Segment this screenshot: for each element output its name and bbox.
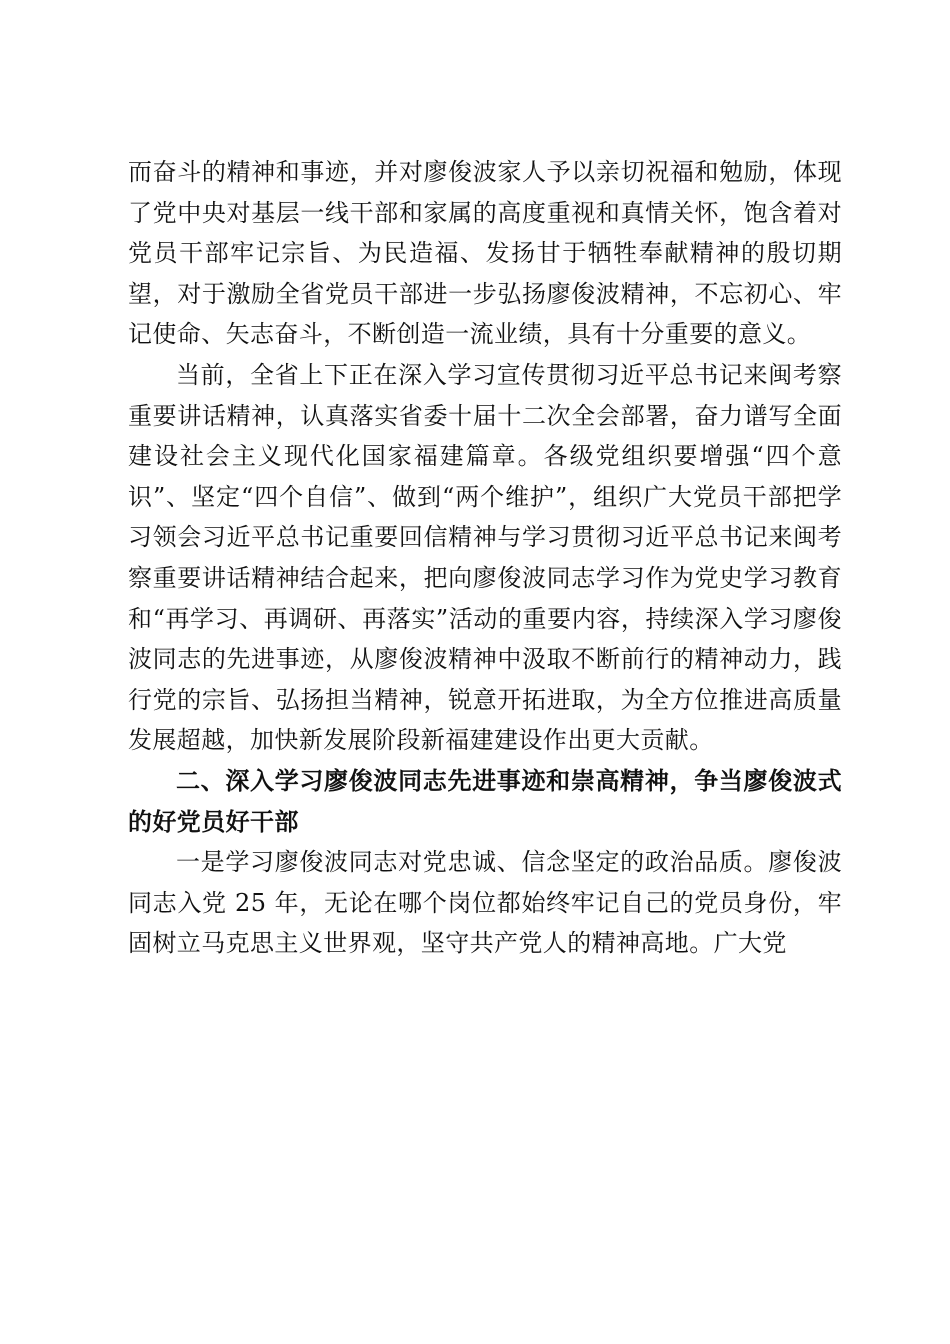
paragraph-3: 一是学习廖俊波同志对党忠诚、信念坚定的政治品质。廖俊波同志入党 25 年，无论在哪个岗位都始终牢记自己的党员身份，牢固树立马克思主义世界观，坚守共产党人的精神高地。广大党 bbox=[128, 848, 842, 958]
paragraph-2: 当前，全省上下正在深入学习宣传贯彻习近平总书记来闽考察重要讲话精神，认真落实省委十届十二次全会部署，奋力谱写全面建设社会主义现代化国家福建篇章。各级党组织要增强“四个意识”、坚定“四个自信”、做到“两个维护”，组织广大党员干部把学习领会习近平总书记重要回信精神与学习贯彻习近平总书记来闽考察重要讲话精神结合起来，把向廖俊波同志学习作为党史学习教育和“再学习、再调研、再落实”活动的重要内容，持续深入学习廖俊波同志的先进事迹，从廖俊波精神中汲取不断前行的精神动力，践行党的宗旨、弘扬担当精神，锐意开拓进取，为全方位推进高质量发展超越，加快新发展阶段新福建建设作出更大贡献。 bbox=[128, 360, 842, 755]
document-page bbox=[128, 152, 842, 964]
paragraph-1: 而奋斗的精神和事迹，并对廖俊波家人予以亲切祝福和勉励，体现了党中央对基层一线干部和家属的高度重视和真情关怀，饱含着对党员干部牢记宗旨、为民造福、发扬甘于牺牲奉献精神的殷切期望，对于激励全省党员干部进一步弘扬廖俊波精神，不忘初心、牢记使命、矢志奋斗，不断创造一流业绩，具有十分重要的意义。 bbox=[128, 158, 842, 349]
section-heading: 二、深入学习廖俊波同志先进事迹和崇高精神，争当廖俊波式的好党员好干部 bbox=[128, 766, 842, 836]
